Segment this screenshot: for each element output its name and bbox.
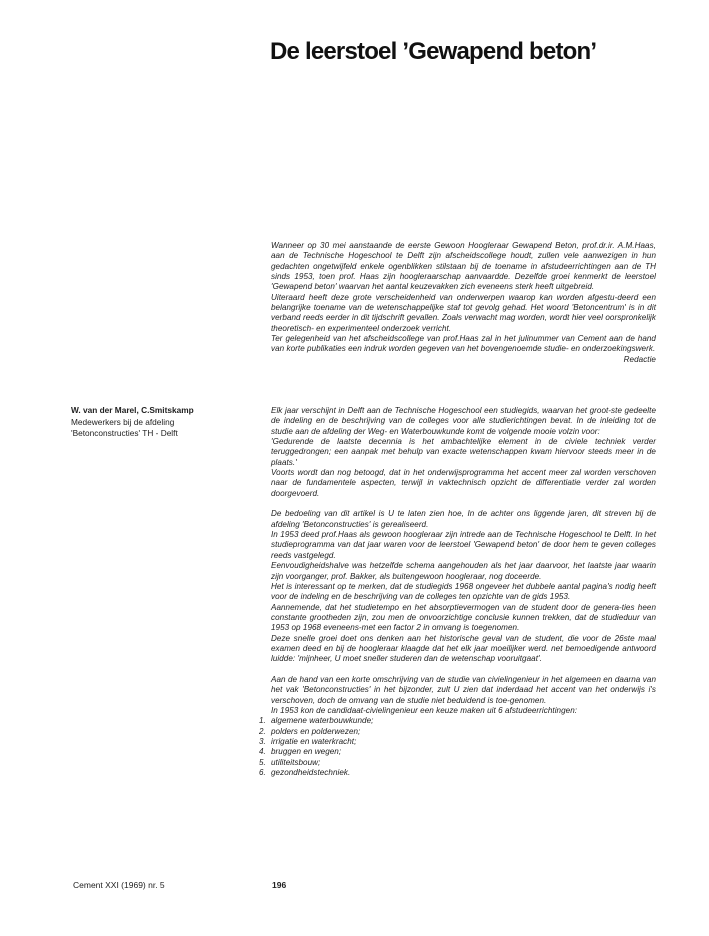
list-number: 4. — [259, 747, 266, 757]
list-number: 6. — [259, 768, 266, 778]
body-paragraph: Eenvoudigheidshalve was hetzelfde schema aangehouden als het jaar daarvoor, het laatste jaar waarin zijn voorganger, prof. Bakker, als buitengewoon hoogleraar, nog doceerde. — [271, 561, 656, 581]
journal-reference: Cement XXI (1969) nr. 5 — [73, 880, 165, 890]
page-number: 196 — [272, 880, 287, 890]
list-number: 1. — [259, 716, 266, 726]
list-text: gezondheidstechniek. — [271, 768, 351, 778]
list-text: utiliteitsbouw; — [271, 757, 321, 767]
intro-paragraph: Wanneer op 30 mei aanstaande de eerste Gewoon Hoogleraar Gewapend Beton, prof.dr.ir. A.M.Haas, aan de Technische Hogeschool te Delft zijn afscheidscollege houdt, zullen vele aanwezigen in hun gedachten ongetwijfeld enkele ogenblikken stilstaan bij de toename in afstudeerrichtingen aan de TH sinds 1953, toen prof. Haas zijn hoogleraarschap aanvaardde. Dezelfde groei kenmerkt de leerstoel 'Gewapend beton' waarvan het aantal keuzevakken zich eveneens sterk heeft uitgebreid. — [271, 241, 656, 292]
article-title: De leerstoel ’Gewapend beton’ — [270, 38, 597, 65]
list-item — [259, 737, 656, 747]
author-block — [71, 405, 261, 440]
list-number: 3. — [259, 737, 266, 746]
editorial-intro — [271, 241, 656, 365]
list-text: polders en polderwezen; — [271, 726, 361, 736]
list-item — [259, 757, 656, 768]
body-paragraph: De bedoeling van dit artikel is U te laten zien hoe, In de achter ons liggende jaren, dit streven bij de afdeling 'Betonconstructies' is gerealiseerd. — [271, 509, 656, 529]
intro-paragraph: Uiteraard heeft deze grote verscheidenheid van onderwerpen waarop kan worden afgestu-deerd een belangrijke toename van de wetenschappelijke staf tot gevolg gehad. Het woord 'Betoncentrum' is in dit verband reeds eerder in dit tijdschrift gevallen. Zoals verwacht mag worden, wordt hier veel oorspronkelijk theoretisch- en experimenteel onderzoek verricht. — [271, 292, 656, 333]
study-directions-list — [259, 716, 656, 778]
body-paragraph: In 1953 kon de candidaat-civielingenieur een keuze maken uit 6 afstudeerrichtingen: — [271, 705, 578, 715]
body-paragraph: Aan de hand van een korte omschrijving van de studie van civielingenieur in het algemeen en daarna van het vak 'Betonconstructies' in het bijzonder, zult U zien dat inderdaad het accent van het onderwijs i's verschoven, doch de omvang van de studie niet beduidend is toe-genomen. — [271, 674, 656, 705]
body-paragraph: Het is interessant op te merken, dat de studiegids 1968 ongeveer het dubbele aantal pagina's nodig heeft voor de indeling en de beschrijving van de colleges ten opzichte van de gids 1953. — [271, 581, 656, 602]
list-number: 5. — [259, 757, 266, 767]
body-paragraph: Voorts wordt dan nog betoogd, dat in het onderwijsprogramma het accent meer zal worden verschoven naar de fundamentele aspecten, terwijl in vaktechnisch opzicht de differentiatie verder zal worden doorgevoerd. — [271, 468, 656, 498]
list-item — [259, 726, 656, 737]
author-name: W. van der Marel, C.Smitskamp — [71, 405, 194, 415]
list-text: bruggen en wegen; — [271, 747, 342, 757]
list-number: 2. — [259, 726, 266, 736]
body-paragraph: In 1953 deed prof.Haas als gewoon hoogleraar zijn intrede aan de Technische Hogeschool te Delft. In het studieprogramma van dat jaar waren voor de leerstoel 'Gewapend beton' de door hem te geven colleges reeds vastgelegd. — [271, 530, 656, 560]
body-quote: 'Gedurende de laatste decennia is het ambachtelijke element in de civiele techniek verder teruggedrongen; een aanpak met behulp van exacte wetenschappen kwam hiervoor steeds meer in de plaats.' — [271, 437, 656, 467]
body-paragraph: Deze snelle groei doet ons denken aan het historische geval van de student, die voor de 26ste maal examen deed en bij de hoogleraar klaagde dat het elk jaar moeilijker werd. net bemoedigende antwoord luidde: 'mijnheer, U moet sneller studeren dan de wetenschap vooruitgaat'. — [271, 633, 656, 664]
article-body — [259, 406, 656, 778]
list-item — [259, 716, 656, 726]
author-affiliation-line: 'Betonconstructies' TH - Delft — [71, 428, 178, 438]
author-affiliation-line: Medewerkers bij de afdeling — [71, 416, 175, 427]
list-text: algemene waterbouwkunde; — [271, 716, 374, 726]
body-paragraph: Elk jaar verschijnt in Delft aan de Technische Hogeschool een studiegids, waarvan het groot-ste gedeelte de indeling en de beschrijving van de colleges voor alle studierichtingen bevat. In de inleiding tot de studie aan de afdeling der Weg- en Waterbouwkunde komt de volgende mooie volzin voor: — [271, 406, 656, 436]
list-item — [259, 747, 656, 757]
intro-signature: Redactie — [623, 354, 656, 364]
body-paragraph: Aannemende, dat het studietempo en het absorptievermogen van de student door de genera-ties heen constante grootheden zijn, zou men de onvoorzichtige conclusie kunnen trekken, dat de studieduur van 1953 op 1968 eveneens-met een factor 2 in omvang is toegenomen. — [271, 602, 656, 633]
list-text: irrigatie en waterkracht; — [271, 737, 357, 746]
intro-paragraph: Ter gelegenheid van het afscheidscollege van prof.Haas zal in het julinummer van Cement aan de hand van korte publikaties een indruk worden gegeven van het bovengenoemde studie- en onderzoekingswerk. — [271, 334, 656, 354]
list-item — [259, 768, 656, 778]
